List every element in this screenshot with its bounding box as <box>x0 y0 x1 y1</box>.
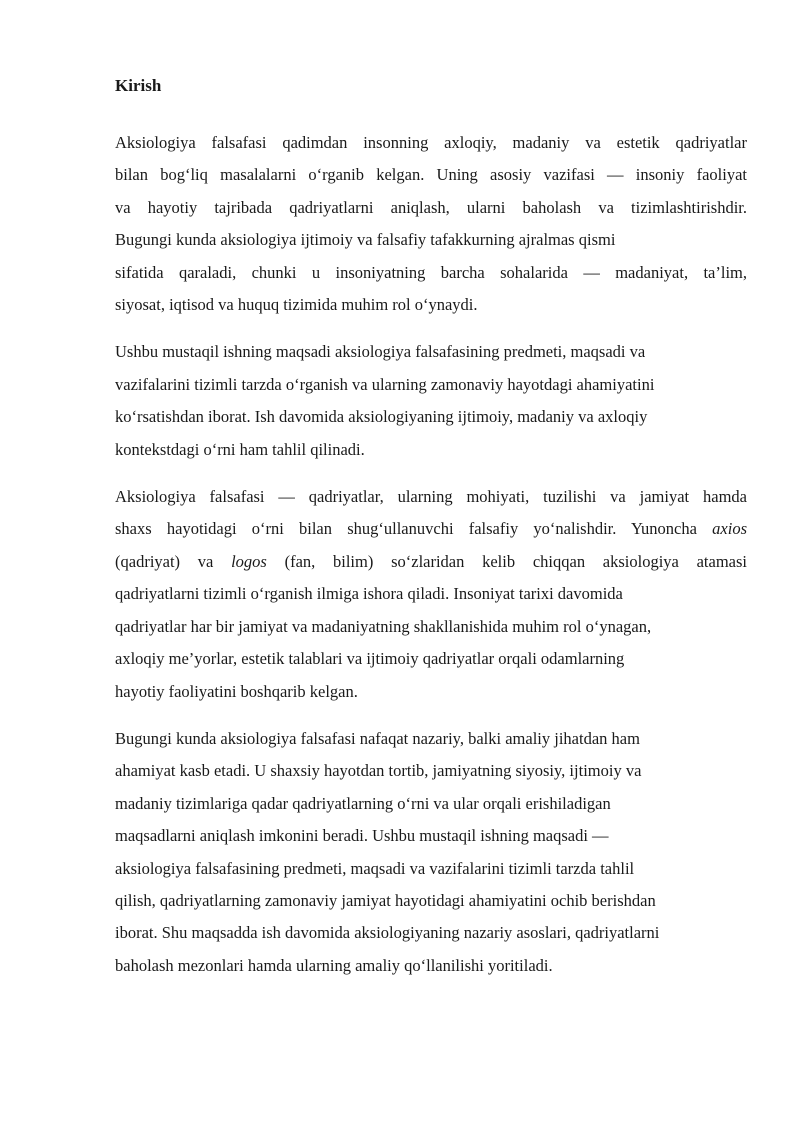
document-body <box>115 68 747 982</box>
text-line: bilan bog‘liq masalalarni o‘rganib kelgan. Uning asosiy vazifasi — insoniy faoliyat <box>115 165 747 185</box>
paragraph-2 <box>115 336 747 466</box>
paragraph-1 <box>115 127 747 321</box>
text-line: Bugungi kunda aksiologiya ijtimoiy va falsafiy tafakkurning ajralmas qismi <box>115 230 616 250</box>
text-line: Aksiologiya falsafasi — qadriyatlar, ularning mohiyati, tuzilishi va jamiyat hamda <box>115 487 747 507</box>
section-heading: Kirish <box>115 76 162 95</box>
text-line: va hayotiy tajribada qadriyatlarni aniqlash, ularni baholash va tizimlashtirishdir. <box>115 197 747 217</box>
text-span: (fan, bilim) so‘zlaridan kelib chiqqan aksiologiya atamasi <box>266 551 747 571</box>
text-line <box>115 546 747 578</box>
text-line <box>115 513 747 545</box>
text-line: iborat. Shu maqsadda ish davomida aksiologiyaning nazariy asoslari, qadriyatlarni <box>115 923 660 943</box>
text-line: Bugungi kunda aksiologiya falsafasi nafaqat nazariy, balki amaliy jihatdan ham <box>115 728 640 748</box>
text-line: madaniy tizimlariga qadar qadriyatlarning o‘rni va ular orqali erishiladigan <box>115 793 611 813</box>
italic-term: axios <box>712 519 747 539</box>
text-line: ahamiyat kasb etadi. U shaxsiy hayotdan tortib, jamiyatning siyosiy, ijtimoiy va <box>115 761 642 781</box>
text-line: hayotiy faoliyatini boshqarib kelgan. <box>115 681 358 701</box>
text-line: siyosat, iqtisod va huquq tizimida muhim rol o‘ynaydi. <box>115 295 478 315</box>
text-line: kontekstdagi o‘rni ham tahlil qilinadi. <box>115 439 365 459</box>
text-line: qadriyatlarni tizimli o‘rganish ilmiga ishora qiladi. Insoniyat tarixi davomida <box>115 584 623 604</box>
text-line: Aksiologiya falsafasi qadimdan insonning axloqiy, madaniy va estetik qadriyatlar <box>115 133 747 152</box>
italic-term: logos <box>231 551 267 571</box>
text-span: shaxs hayotidagi o‘rni bilan shug‘ullanuvchi falsafiy yo‘nalishdir. Yunoncha <box>115 519 713 539</box>
text-line: ko‘rsatishdan iborat. Ish davomida aksiologiyaning ijtimoiy, madaniy va axloqiy <box>115 407 648 427</box>
text-line: sifatida qaraladi, chunki u insoniyatning barcha sohalarida — madaniyat, ta’lim, <box>115 262 747 282</box>
text-line: qilish, qadriyatlarning zamonaviy jamiyat hayotidagi ahamiyatini ochib berishdan <box>115 890 656 910</box>
text-line: axloqiy me’yorlar, estetik talablari va ijtimoiy qadriyatlar orqali odamlarning <box>115 649 625 669</box>
text-line: maqsadlarni aniqlash imkonini beradi. Ushbu mustaqil ishning maqsadi — <box>115 826 609 846</box>
text-span: (qadriyat) va <box>115 551 232 571</box>
paragraph-4 <box>115 723 747 982</box>
text-line: qadriyatlar har bir jamiyat va madaniyatning shakllanishida muhim rol o‘ynagan, <box>115 616 652 636</box>
paragraph-3 <box>115 481 747 708</box>
text-line: aksiologiya falsafasining predmeti, maqsadi va vazifalarini tizimli tarzda tahlil <box>115 858 635 878</box>
text-line: vazifalarini tizimli tarzda o‘rganish va ularning zamonaviy hayotdagi ahamiyatini <box>115 374 655 394</box>
text-line: Ushbu mustaqil ishning maqsadi aksiologiya falsafasining predmeti, maqsadi va <box>115 342 646 362</box>
text-line: baholash mezonlari hamda ularning amaliy qo‘llanilishi yoritiladi. <box>115 955 553 975</box>
